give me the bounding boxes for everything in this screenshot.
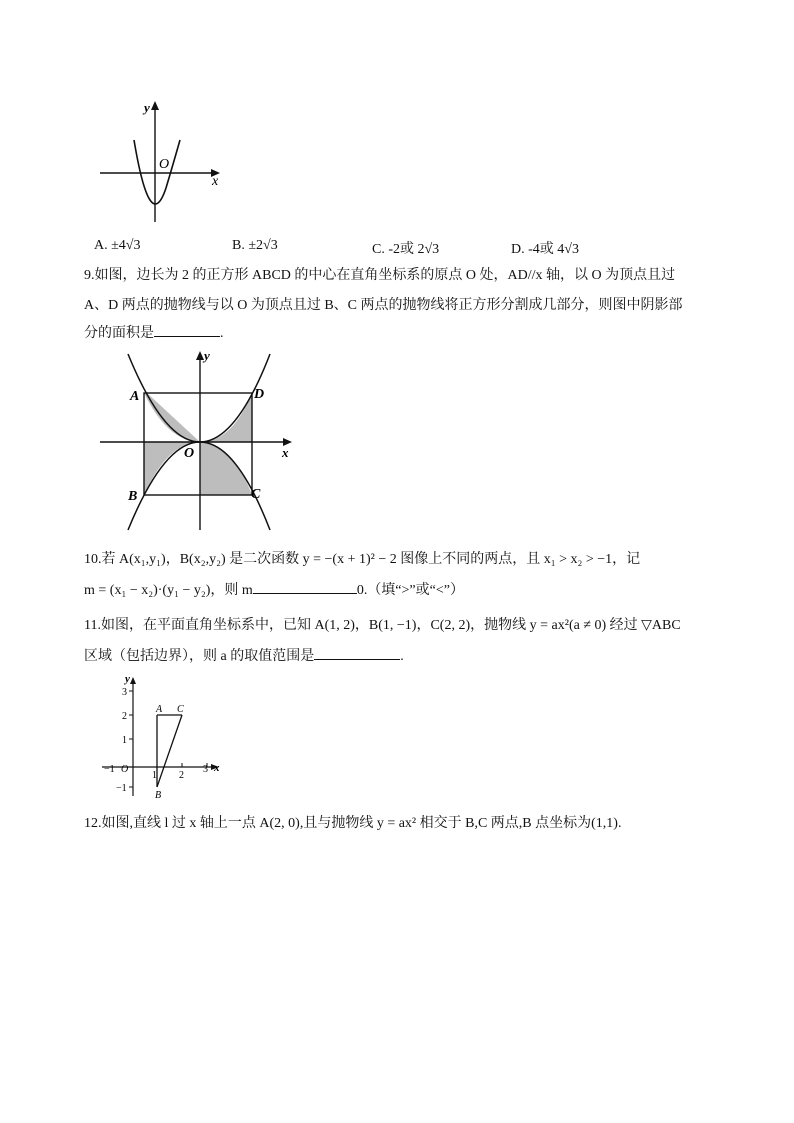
- question-12-line-1: 12.如图,直线 l 过 x 轴上一点 A(2, 0),且与抛物线 y = ax² 相交于 B,C 两点,B 点坐标为(1,1).: [84, 816, 622, 831]
- question-9-line-2: A、D 两点的抛物线与以 O 为顶点且过 B、C 两点的抛物线将正方形分割成几部分，则图中阴影部: [84, 298, 683, 313]
- shaded-region-top-left: [144, 393, 200, 442]
- question-9-suffix: .: [220, 326, 224, 341]
- y-tick-label-3: 3: [122, 687, 127, 698]
- question-11-triangle-figure: [98, 672, 228, 802]
- point-c-label: C: [251, 487, 261, 502]
- x-axis-label: x: [212, 174, 219, 189]
- choice-d: D. -4或 4√3: [511, 242, 579, 257]
- origin-label: O: [184, 446, 195, 461]
- y-axis-arrow-icon: [130, 677, 136, 684]
- question-10-prefix: m = (x₁ − x₂)·(y₁ − y₂)，则 m: [84, 583, 253, 598]
- point-b-label: B: [155, 790, 162, 801]
- question-11-prefix: 区域（包括边界），则 a 的取值范围是: [84, 649, 315, 664]
- question-10-line-2: [84, 579, 464, 599]
- x-tick-label-neg1: −1: [104, 764, 115, 775]
- question-11-answer-blank[interactable]: [314, 647, 400, 660]
- parabola-curve: [134, 140, 180, 204]
- point-d-label: D: [254, 387, 265, 402]
- choice-c: C. -2或 2√3: [372, 242, 440, 257]
- x-tick-label-3: 3: [203, 764, 208, 775]
- y-tick-label-2: 2: [122, 711, 127, 722]
- origin-label: O: [121, 764, 129, 775]
- question-11-line-2: [84, 645, 404, 665]
- question-10-line-1: 10.若 A(x₁,y₁)，B(x₂,y₂) 是二次函数 y = −(x + 1)² − 2 图像上不同的两点，且 x₁ > x₂ > −1，记: [84, 552, 641, 567]
- x-tick-label-1: 1: [152, 770, 157, 781]
- choice-b: B. ±2√3: [232, 238, 278, 253]
- origin-label: O: [159, 157, 170, 172]
- question-8-parabola-figure: [96, 96, 226, 226]
- y-axis-arrow-icon: [196, 351, 204, 360]
- choice-a: A. ±4√3: [94, 238, 141, 253]
- question-11-suffix: .: [400, 649, 404, 664]
- y-tick-label-1: 1: [122, 735, 127, 746]
- point-c-label: C: [177, 704, 184, 715]
- shaded-region-bottom-right: [200, 442, 252, 495]
- point-a-label: A: [156, 704, 163, 715]
- question-9-line-3: [84, 322, 224, 342]
- y-axis-arrow-icon: [151, 101, 159, 110]
- question-10-answer-blank[interactable]: [253, 581, 357, 594]
- question-9-answer-blank[interactable]: [154, 324, 220, 337]
- y-tick-label-neg1: −1: [116, 783, 127, 794]
- question-9-prefix: 分的面积是: [84, 326, 154, 341]
- point-b-label: B: [128, 489, 138, 504]
- question-9-square-figure: [92, 346, 298, 536]
- shaded-region-top-right: [200, 393, 252, 442]
- y-axis-label: y: [144, 100, 150, 115]
- y-axis-label: y: [204, 348, 210, 363]
- question-9-line-1: 9.如图，边长为 2 的正方形 ABCD 的中心在直角坐标系的原点 O 处，AD//x 轴，以 O 为顶点且过: [84, 268, 676, 283]
- y-axis-label: y: [125, 673, 130, 685]
- x-tick-label-2: 2: [179, 770, 184, 781]
- question-11-line-1: 11.如图，在平面直角坐标系中，已知 A(1, 2)，B(1, −1)，C(2, 2)，抛物线 y = ax²(a ≠ 0) 经过 ▽ABC: [84, 618, 681, 633]
- question-10-suffix: 0.（填“>”或“<”）: [356, 583, 464, 598]
- x-axis-label: x: [214, 762, 220, 774]
- x-axis-label: x: [282, 445, 289, 460]
- point-a-label: A: [130, 389, 140, 404]
